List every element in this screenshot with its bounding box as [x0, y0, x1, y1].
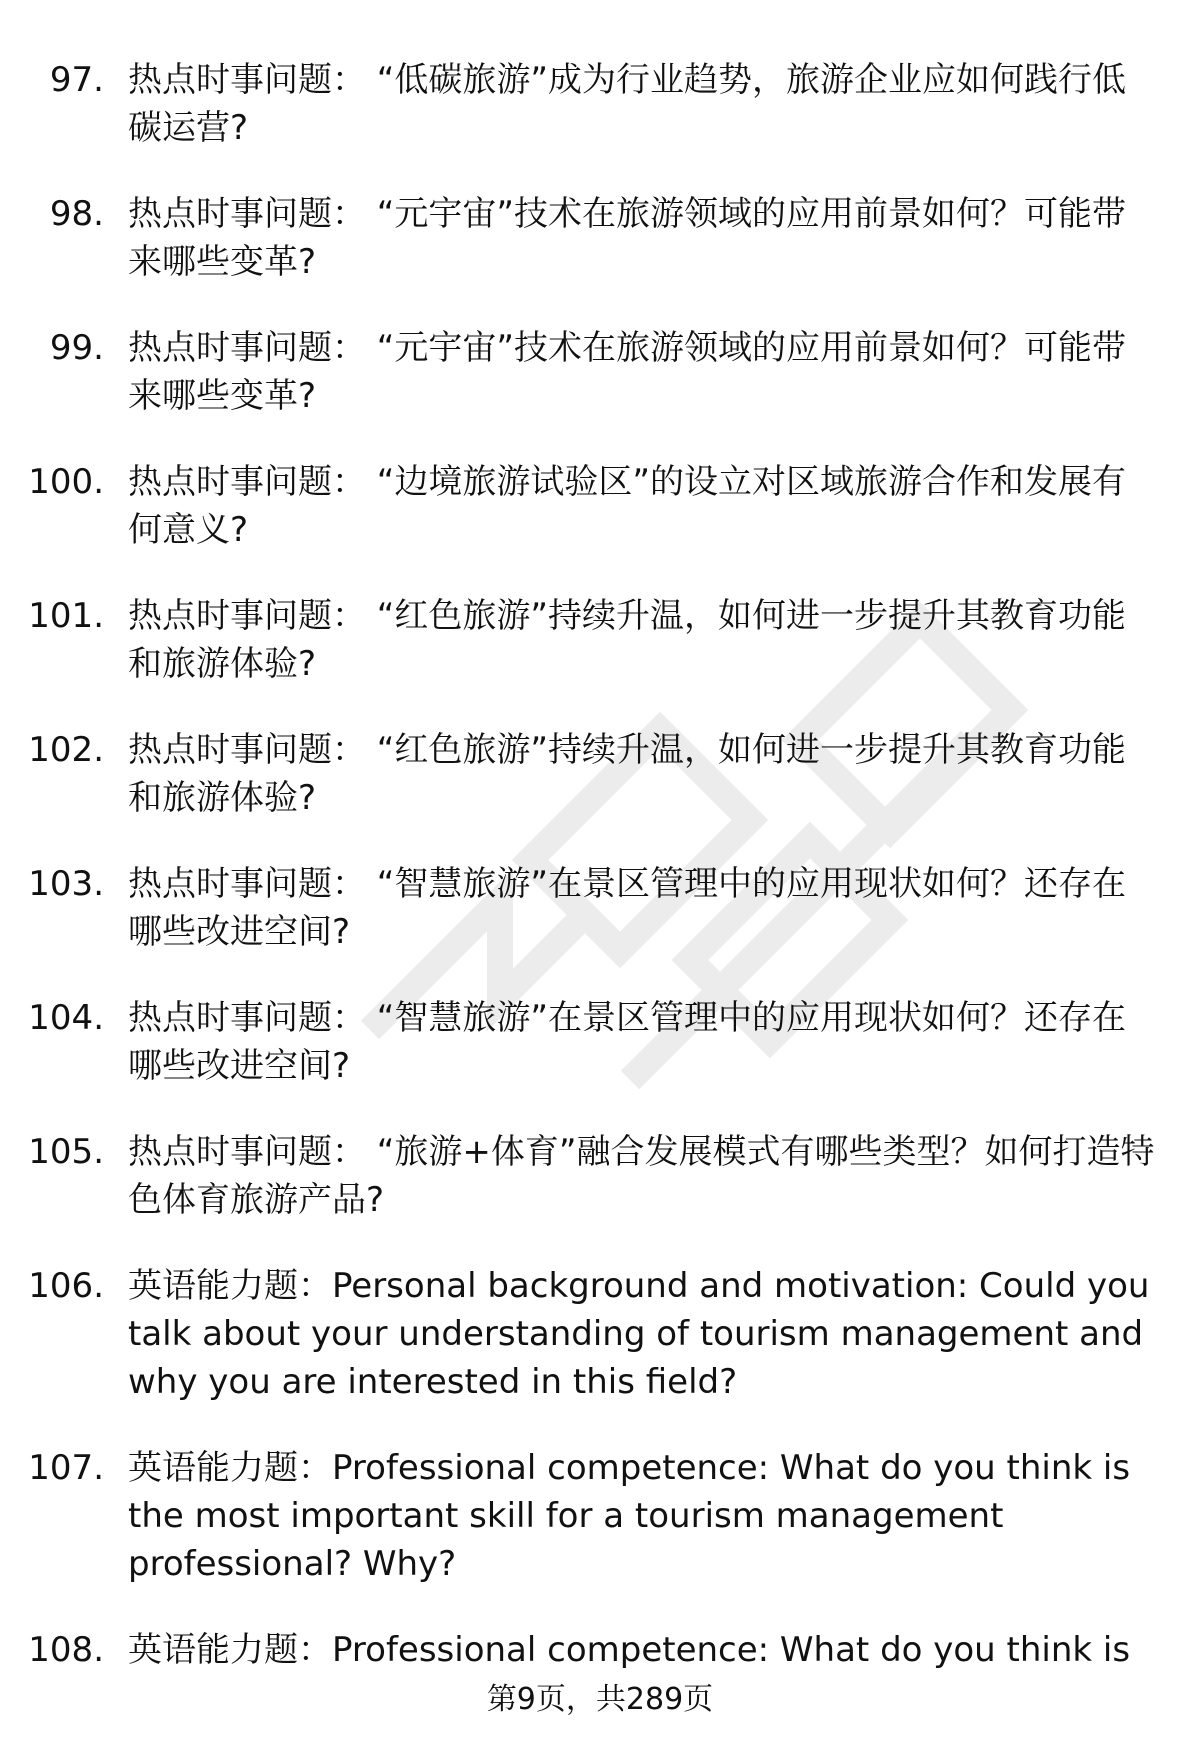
question-number: 108.	[28, 1630, 104, 1670]
question-text: 热点时事问题： “元宇宙”技术在旅游领域的应用前景如何？可能带来哪些变革?	[128, 194, 1127, 282]
question-text: 英语能力题：Personal background and motivation: Could you talk about your understanding of tourism management and why you are interested in this field?	[128, 1266, 1150, 1402]
question-text: 热点时事问题： “元宇宙”技术在旅游领域的应用前景如何？可能带来哪些变革?	[128, 328, 1127, 416]
question-text: 热点时事问题： “红色旅游”持续升温，如何进一步提升其教育功能和旅游体验?	[128, 730, 1127, 818]
question-item	[0, 726, 1200, 822]
question-item	[0, 860, 1200, 956]
page-footer: 第9页，共289页	[486, 1682, 714, 1717]
question-number: 105.	[28, 1132, 104, 1172]
question-number: 97.	[49, 60, 104, 100]
question-number: 104.	[28, 998, 104, 1038]
question-number: 103.	[28, 864, 104, 904]
question-text: 热点时事问题： “边境旅游试验区”的设立对区域旅游合作和发展有何意义?	[128, 462, 1127, 550]
question-number: 102.	[28, 730, 104, 770]
question-item	[0, 994, 1200, 1090]
question-text: 热点时事问题： “红色旅游”持续升温，如何进一步提升其教育功能和旅游体验?	[128, 596, 1127, 684]
question-item	[0, 190, 1200, 286]
question-number: 99.	[49, 328, 104, 368]
question-text: 热点时事问题： “低碳旅游”成为行业趋势，旅游企业应如何践行低碳运营?	[128, 60, 1127, 148]
question-number: 107.	[28, 1448, 104, 1488]
question-item	[0, 1262, 1200, 1406]
question-text: 热点时事问题： “智慧旅游”在景区管理中的应用现状如何？还存在哪些改进空间?	[128, 998, 1127, 1086]
question-item	[0, 324, 1200, 420]
question-item	[0, 56, 1200, 152]
question-number: 106.	[28, 1266, 104, 1306]
question-item	[0, 1626, 1200, 1674]
question-item	[0, 592, 1200, 688]
question-item	[0, 458, 1200, 554]
question-number: 100.	[28, 462, 104, 502]
question-text: 热点时事问题： “智慧旅游”在景区管理中的应用现状如何？还存在哪些改进空间?	[128, 864, 1127, 952]
question-number: 98.	[49, 194, 104, 234]
question-number: 101.	[28, 596, 104, 636]
question-text: 英语能力题：Professional competence: What do you think is	[128, 1630, 1131, 1670]
question-text: 热点时事问题： “旅游+体育”融合发展模式有哪些类型？如何打造特色体育旅游产品?	[128, 1132, 1155, 1220]
question-item	[0, 1444, 1200, 1588]
question-item	[0, 1128, 1200, 1224]
question-text: 英语能力题：Professional competence: What do you think is the most important skill for a tourism management professional? Why?	[128, 1448, 1131, 1584]
question-list	[0, 56, 1200, 1674]
